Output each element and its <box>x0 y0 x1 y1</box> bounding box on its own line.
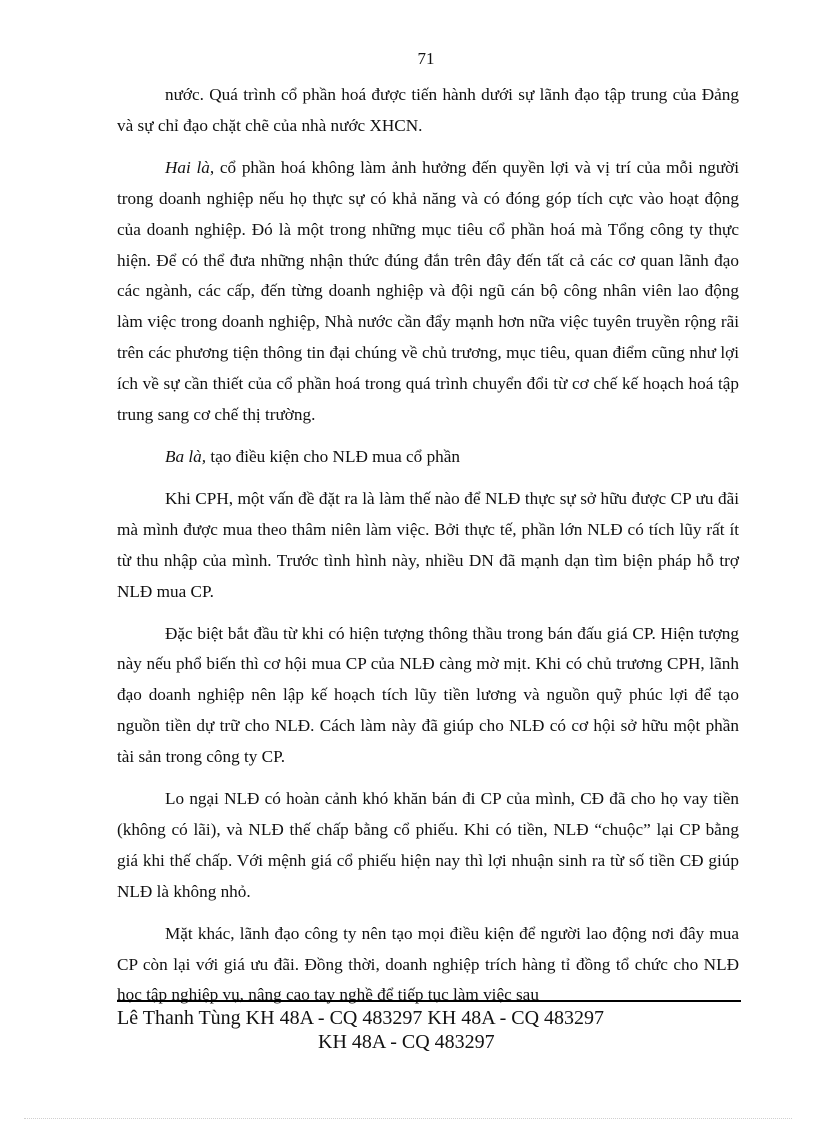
page-footer <box>117 1006 677 1054</box>
paragraph-2-text: , cổ phần hoá không làm ảnh hưởng đến quyền lợi và vị trí của mỗi người trong doanh nghiệp nếu họ thực sự có khả năng và có đóng góp tích cực vào hoạt động của doanh nghiệp. Đó là một trong những mục tiêu cổ phần hoá mà Tổng công ty thực hiện. Để có thể đưa những nhận thức đúng đắn trên đây đến tất cả các cơ quan lãnh đạo các ngành, các cấp, đến từng doanh nghiệp và đội ngũ cán bộ công nhân viên lao động làm việc trong doanh nghiệp, Nhà nước cần đẩy mạnh hơn nữa việc tuyên truyền rộng rãi trên các phương tiện thông tin đại chúng về chủ trương, mục tiêu, quan điểm cũng như lợi ích về sự cần thiết của cổ phần hoá trong quá trình chuyển đổi từ cơ chế kế hoạch hoá tập trung sang cơ chế thị trường. <box>117 157 739 425</box>
document-body <box>117 80 739 1022</box>
paragraph-3-lead: Ba là, <box>165 446 207 466</box>
paragraph-4-text: Khi CPH, một vấn đề đặt ra là làm thế nào để NLĐ thực sự sở hữu được CP ưu đãi mà mình được mua theo thâm niên làm việc. Bởi thực tế, phần lớn NLĐ có tích lũy rất ít từ thu nhập của mình. Trước tình hình này, nhiều DN đã mạnh dạn tìm biện pháp hỗ trợ NLĐ mua CP. <box>117 488 739 601</box>
paragraph-3 <box>117 442 739 473</box>
page-number: 71 <box>417 49 435 68</box>
page-bottom-border <box>24 1118 792 1119</box>
paragraph-6 <box>117 784 739 908</box>
footer-line-1: Lê Thanh Tùng KH 48A - CQ 483297 KH 48A - CQ 483297 <box>117 1007 605 1029</box>
paragraph-7-text: Mặt khác, lãnh đạo công ty nên tạo mọi điều kiện để người lao động nơi đây mua CP còn lại với giá ưu đãi. Đồng thời, doanh nghiệp trích hàng tỉ đồng tổ chức cho NLĐ học tập nghiệp vụ, nâng cao tay nghề để tiếp tục làm việc sau <box>117 923 739 1005</box>
paragraph-1-text: nước. Quá trình cổ phần hoá được tiến hành dưới sự lãnh đạo tập trung của Đảng và sự chỉ đạo chặt chẽ của nhà nước XHCN. <box>117 85 739 135</box>
footer-line-2: KH 48A - CQ 483297 <box>318 1031 495 1053</box>
paragraph-2 <box>117 153 739 431</box>
paragraph-4 <box>117 484 739 608</box>
paragraph-1 <box>117 80 739 142</box>
paragraph-5-text: Đặc biệt bắt đầu từ khi có hiện tượng thông thầu trong bán đấu giá CP. Hiện tượng này nếu phổ biến thì cơ hội mua CP của NLĐ càng mờ mịt. Khi có chủ trương CPH, lãnh đạo doanh nghiệp nên lập kế hoạch tích lũy tiền lương và nguồn quỹ phúc lợi để tạo nguồn tiền dự trữ cho NLĐ. Cách làm này đã giúp cho NLĐ có cơ hội sở hữu một phần tài sản trong công ty CP. <box>117 623 739 767</box>
paragraph-7 <box>117 919 739 1012</box>
paragraph-3-text: tạo điều kiện cho NLĐ mua cổ phần <box>206 446 460 466</box>
footer-divider <box>117 1000 741 1002</box>
paragraph-5 <box>117 619 739 774</box>
paragraph-2-lead: Hai là <box>165 157 210 177</box>
paragraph-6-text: Lo ngại NLĐ có hoàn cảnh khó khăn bán đi CP của mình, CĐ đã cho họ vay tiền (không có lãi), và NLĐ thế chấp bằng cổ phiếu. Khi có tiền, NLĐ “chuộc” lại CP bằng giá khi thế chấp. Với mệnh giá cổ phiếu hiện nay thì lợi nhuận sinh ra từ số tiền CĐ giúp NLĐ là không nhỏ. <box>117 789 739 901</box>
